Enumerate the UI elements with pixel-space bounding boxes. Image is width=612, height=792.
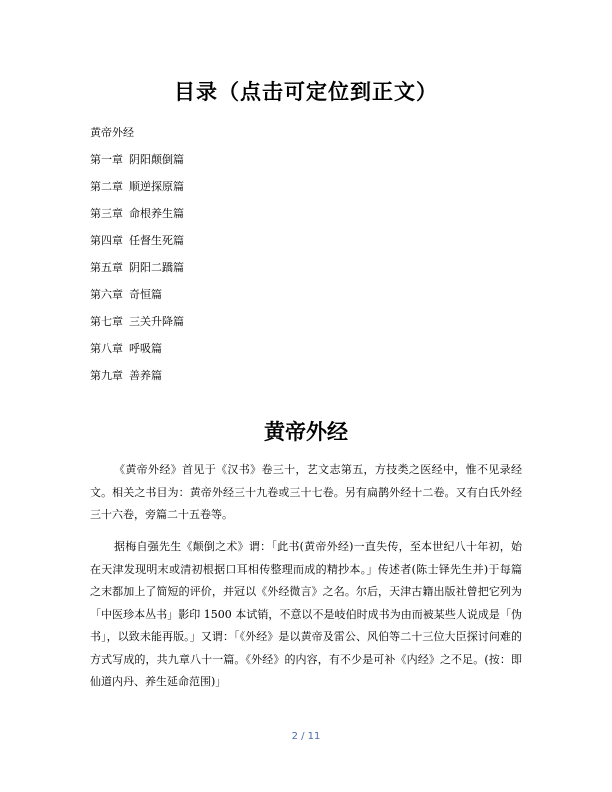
toc-item-label: 黄帝外经 [90,126,134,139]
section-title: 黄帝外经 [264,420,348,444]
page-indicator: 2 / 11 [291,731,321,742]
toc-item-book[interactable] [90,126,184,153]
toc-item-chapter-4[interactable] [90,234,184,261]
toc-item-number: 第八章 [90,342,123,355]
body-paragraph: 据梅自强先生《颠倒之术》谓：「此书(黄帝外经)一直失传，至本世纪八十年初，始在天津发现明末或清初根据口耳相传整理而成的精抄本。」传述者(陈士铎先生并)于每篇之末都加上了简短的评价，并冠以《外经微言》之名。尔后，天津古籍出版社曾把它列为「中医珍本丛书」影印 1500 本试销，不意以不是岐伯时成书为由而被某些人说成是「伪书」，以致未能再版。」又谓：「《外经》是以黄帝及雷公、风伯等二十三位大臣探讨问难的方式写成的，共九章八十一篇。《外经》的内容，有不少是可补《内经》之不足。(按：即仙道内丹、养生延命范围)」 [90,540,522,688]
toc-item-label: 三关升降篇 [129,315,184,328]
toc-item-chapter-3[interactable] [90,207,184,234]
toc-item-number: 第七章 [90,315,123,328]
toc-item-chapter-1[interactable] [90,153,184,180]
toc-item-chapter-8[interactable] [90,342,184,369]
toc-item-label: 命根养生篇 [129,207,184,220]
toc-item-label: 任督生死篇 [129,234,184,247]
toc-title: 目录（点击可定位到正文） [174,80,438,104]
toc-item-label: 阴阳颠倒篇 [129,153,184,166]
toc-item-number: 第一章 [90,153,123,166]
toc-item-chapter-7[interactable] [90,315,184,342]
toc-list [90,126,184,396]
toc-item-number: 第三章 [90,207,123,220]
toc-item-chapter-5[interactable] [90,261,184,288]
toc-item-label: 呼吸篇 [129,342,162,355]
toc-item-number: 第六章 [90,288,123,301]
toc-item-number: 第九章 [90,369,123,382]
toc-item-chapter-9[interactable] [90,369,184,396]
body-paragraph: 《黄帝外经》首见于《汉书》卷三十，艺文志第五，方技类之医经中，惟不见录经文。相关之书目为：黄帝外经三十九卷或三十七卷。另有扁鹊外经十二卷。又有白氏外经三十六卷，旁篇二十五卷等。 [90,463,522,521]
toc-item-label: 阴阳二蹻篇 [129,261,184,274]
toc-item-number: 第二章 [90,180,123,193]
toc-item-number: 第四章 [90,234,123,247]
toc-item-chapter-6[interactable] [90,288,184,315]
toc-item-label: 奇恒篇 [129,288,162,301]
toc-item-label: 顺逆探原篇 [129,180,184,193]
toc-item-label: 善养篇 [129,369,162,382]
toc-item-chapter-2[interactable] [90,180,184,207]
toc-item-number: 第五章 [90,261,123,274]
